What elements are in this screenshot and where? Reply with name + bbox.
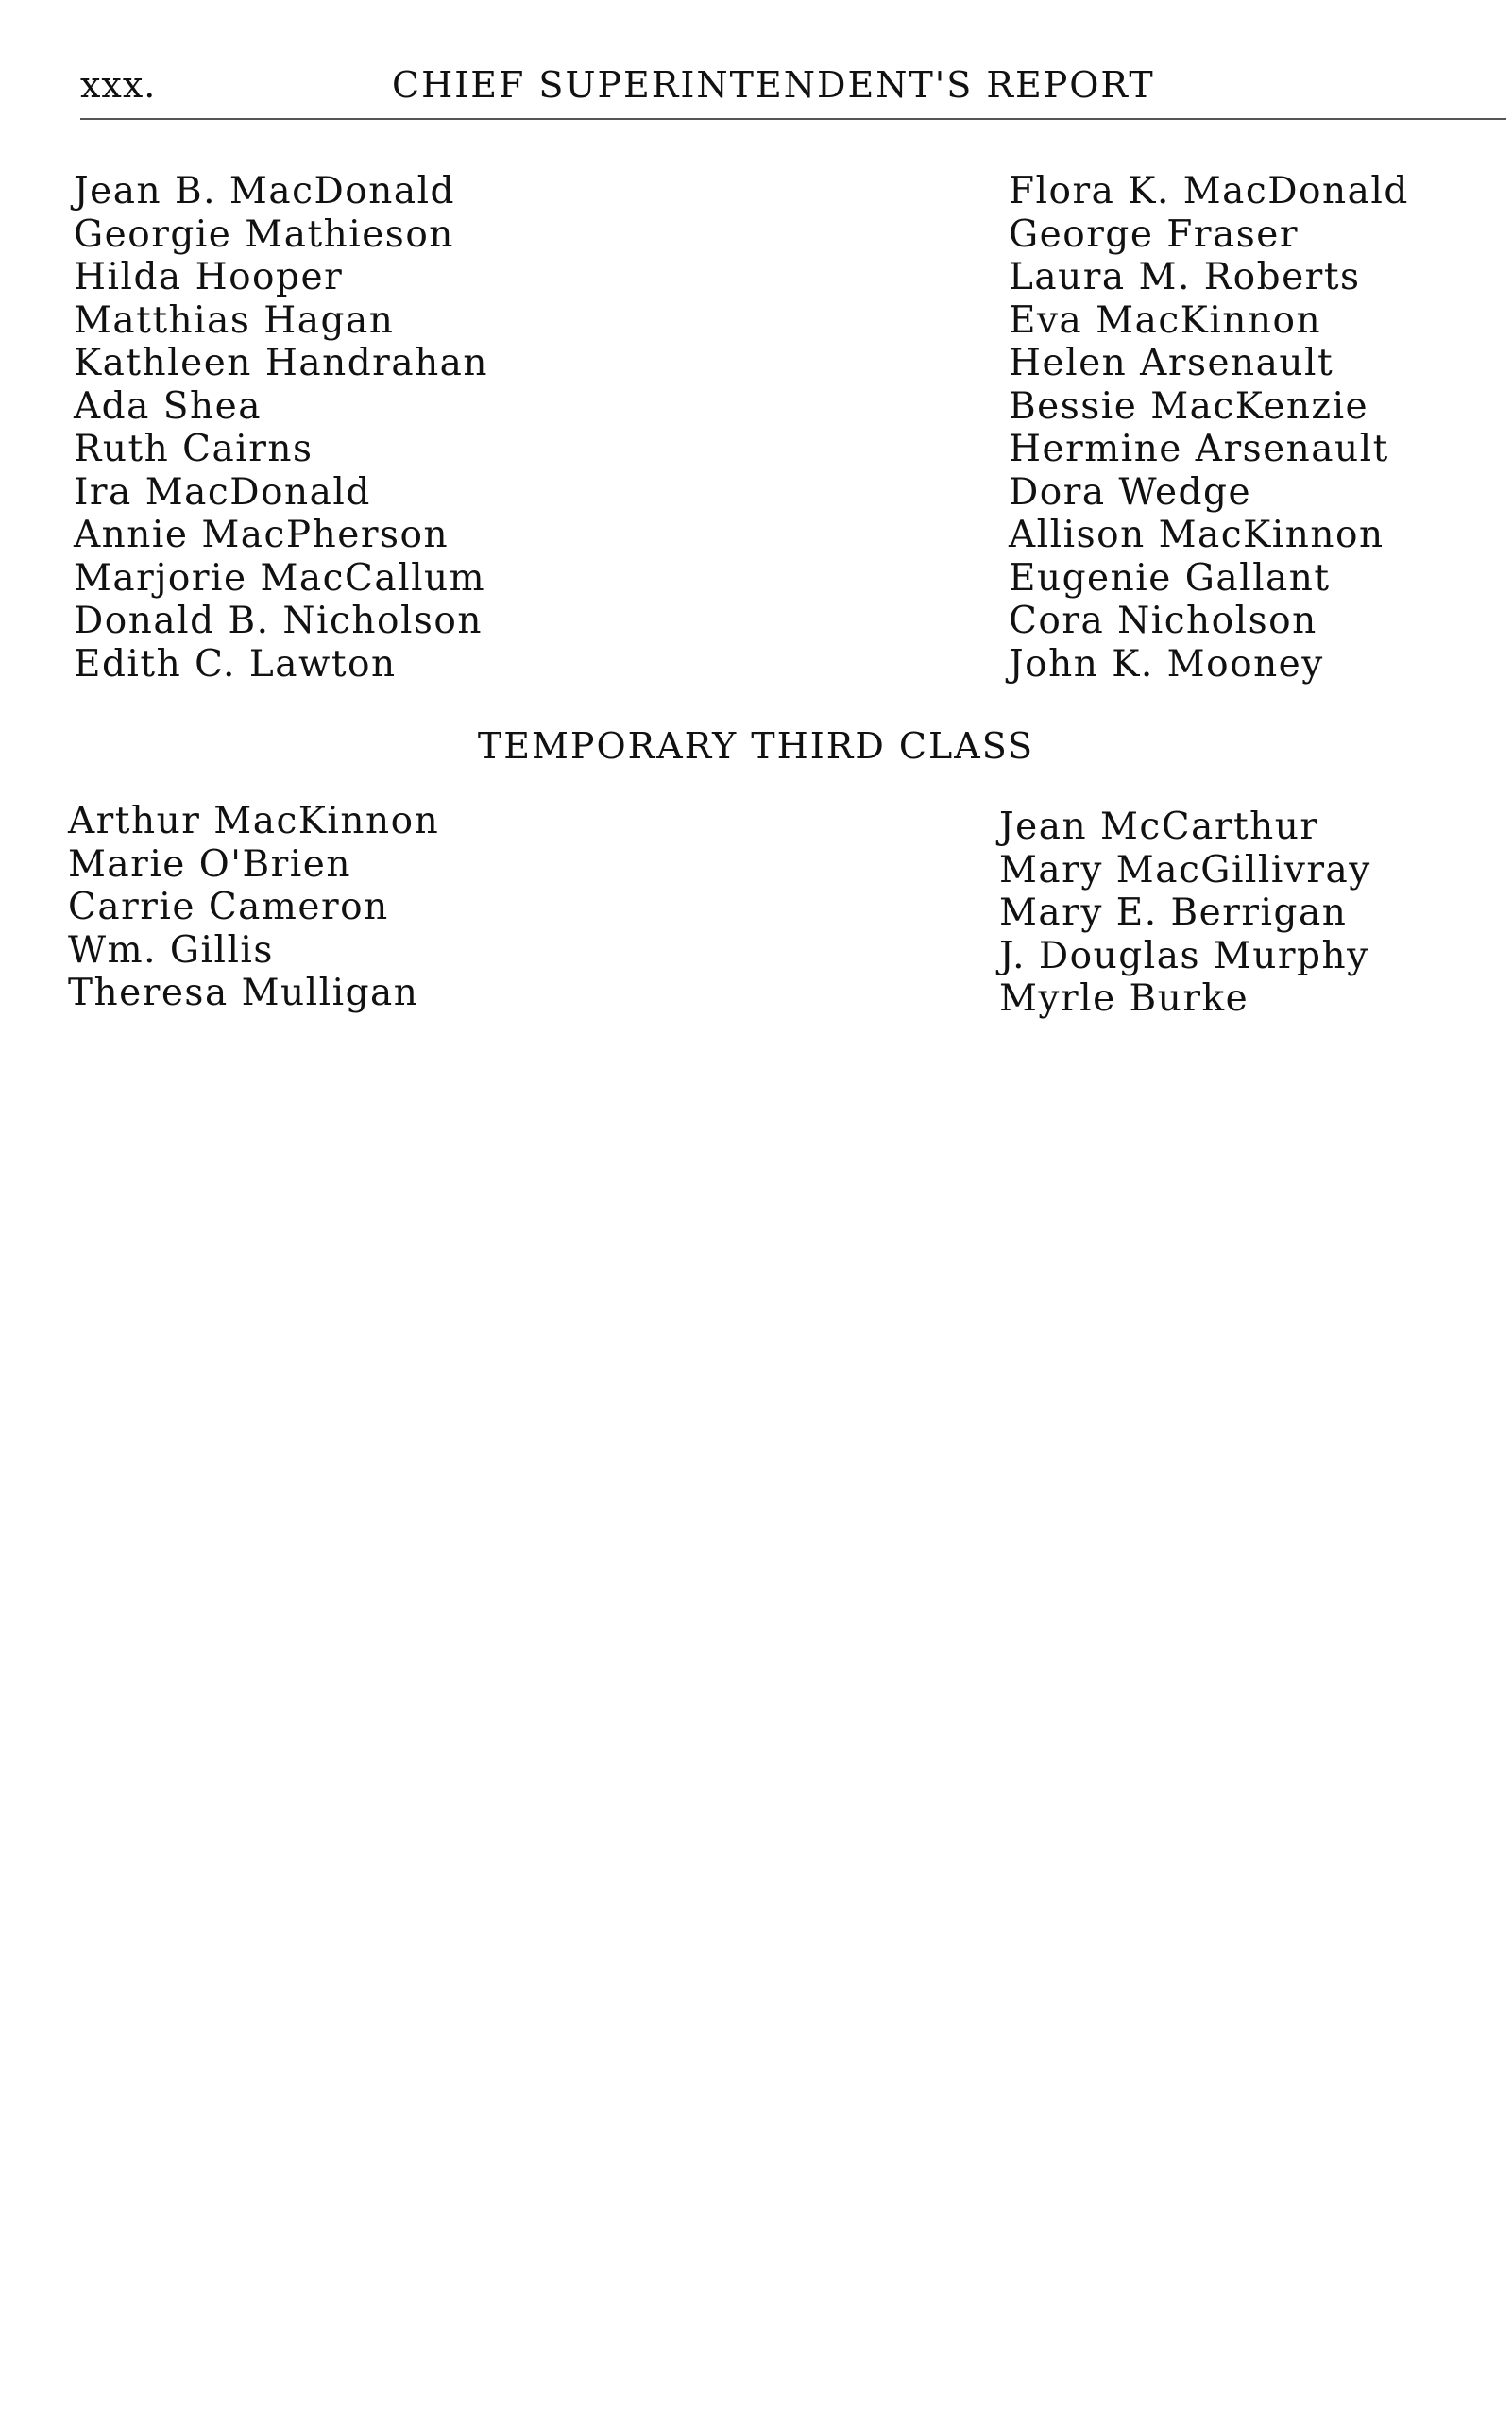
list-item: J. Douglas Murphy bbox=[999, 934, 1369, 977]
running-title: CHIEF SUPERINTENDENT'S REPORT bbox=[392, 64, 1155, 106]
list-item: Laura M. Roberts bbox=[1009, 256, 1361, 298]
names-list-right bbox=[1009, 170, 1409, 686]
list-item: Donald B. Nicholson bbox=[74, 600, 484, 642]
list-item: Ruth Cairns bbox=[74, 428, 314, 470]
list-item: Ada Shea bbox=[74, 384, 262, 428]
list-item: Theresa Mulligan bbox=[68, 972, 419, 1014]
list-item: Flora K. MacDonald bbox=[1009, 170, 1409, 212]
list-item: Eugenie Gallant bbox=[1009, 556, 1331, 600]
temporary-third-class-list-right bbox=[999, 806, 1371, 1021]
list-item: Jean McCarthur bbox=[999, 806, 1319, 848]
list-item: Arthur MacKinnon bbox=[68, 800, 440, 842]
names-list-left bbox=[74, 170, 488, 686]
list-item: Helen Arsenault bbox=[1009, 342, 1334, 384]
list-item: Mary E. Berrigan bbox=[999, 891, 1348, 934]
list-item: Matthias Hagan bbox=[74, 298, 395, 342]
page-header bbox=[80, 59, 1506, 115]
header-rule bbox=[80, 118, 1506, 120]
section-heading: TEMPORARY THIRD CLASS bbox=[477, 725, 1035, 767]
list-item: Wm. Gillis bbox=[68, 928, 274, 972]
list-item: Bessie MacKenzie bbox=[1009, 384, 1369, 428]
list-item: Dora Wedge bbox=[1009, 470, 1252, 514]
list-item: Cora Nicholson bbox=[1009, 600, 1317, 642]
list-item: Edith C. Lawton bbox=[74, 642, 397, 686]
list-item: John K. Mooney bbox=[1009, 642, 1324, 686]
list-item: Hilda Hooper bbox=[74, 256, 344, 298]
list-item: Annie MacPherson bbox=[74, 514, 450, 556]
list-item: Hermine Arsenault bbox=[1009, 428, 1389, 470]
list-item: George Fraser bbox=[1009, 212, 1299, 256]
list-item: Eva MacKinnon bbox=[1009, 298, 1322, 342]
list-item: Ira MacDonald bbox=[74, 470, 371, 514]
temporary-third-class-list-left bbox=[68, 800, 439, 1015]
list-item: Allison MacKinnon bbox=[1009, 514, 1385, 556]
list-item: Georgie Mathieson bbox=[74, 212, 454, 256]
list-item: Myrle Burke bbox=[999, 977, 1249, 1020]
page-number: xxx. bbox=[80, 64, 157, 106]
list-item: Marie O'Brien bbox=[68, 842, 351, 886]
list-item: Kathleen Handrahan bbox=[74, 342, 489, 384]
list-item: Carrie Cameron bbox=[68, 886, 389, 928]
list-item: Mary MacGillivray bbox=[999, 848, 1371, 891]
list-item: Marjorie MacCallum bbox=[74, 556, 486, 600]
list-item: Jean B. MacDonald bbox=[74, 170, 456, 212]
